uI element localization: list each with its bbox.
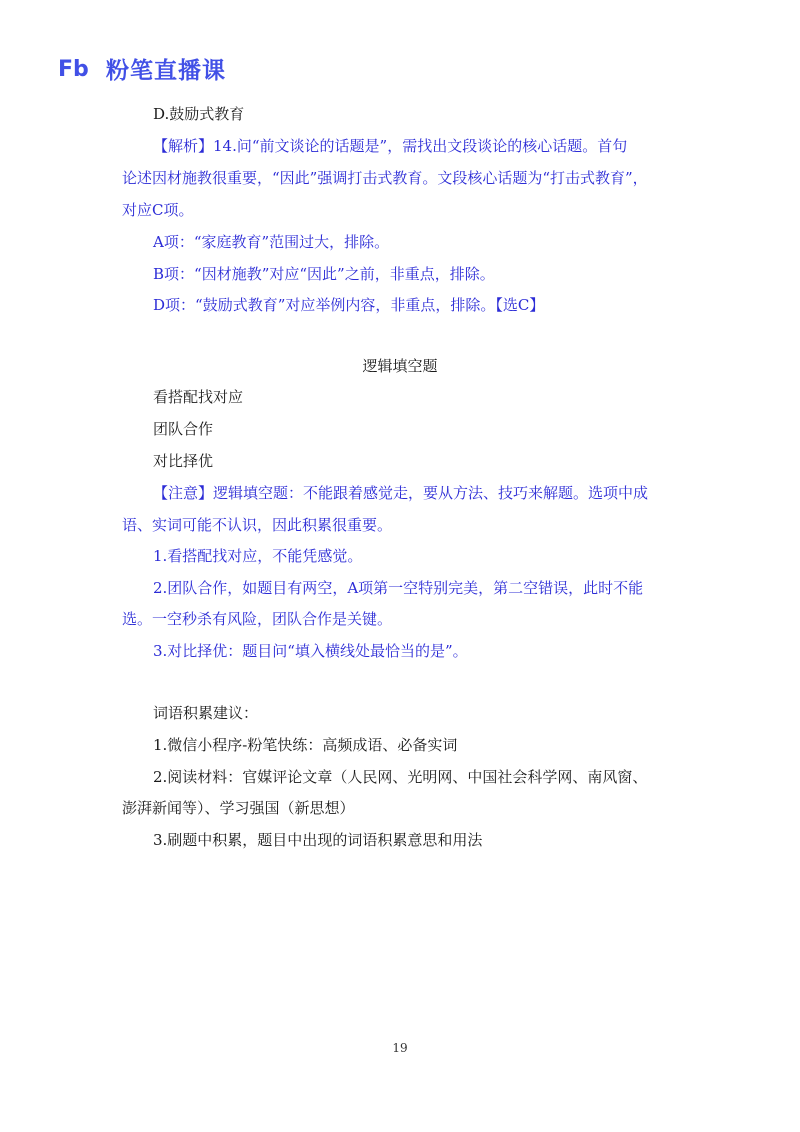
- analysis-item-a: A项：“家庭教育”范围过大，排除。: [153, 233, 390, 251]
- note-line-1: 【注意】逻辑填空题：不能跟着感觉走，要从方法、技巧来解题。选项中成: [153, 484, 649, 502]
- analysis-line-3: 对应C项。: [122, 201, 194, 219]
- section-title: 逻辑填空题: [362, 357, 438, 375]
- note-point-2-line-1: 2.团队合作，如题目有两空，A项第一空特别完美，第二空错误，此时不能: [153, 579, 644, 597]
- page-number: 19: [392, 1041, 408, 1055]
- brand-name: 粉笔直播课: [106, 57, 226, 84]
- tip-item: 团队合作: [153, 420, 214, 438]
- vocab-item-2-line-2: 澎湃新闻等）、学习强国（新思想）: [122, 799, 355, 817]
- tip-item: 对比择优: [153, 452, 214, 470]
- vocab-item-1: 1.微信小程序-粉笔快练：高频成语、必备实词: [153, 736, 458, 754]
- analysis-item-b: B项：“因材施教”对应“因此”之前，非重点，排除。: [153, 265, 495, 283]
- analysis-line-2: 论述因材施教很重要，“因此”强调打击式教育。文段核心话题为“打击式教育”，: [122, 169, 648, 187]
- note-point-2-line-2: 选。一空秒杀有风险，团队合作是关键。: [122, 610, 393, 628]
- svg-text:Fb: Fb: [58, 57, 89, 80]
- analysis-line-1: 【解析】14.问“前文谈论的话题是”，需找出文段谈论的核心话题。首句: [153, 137, 628, 155]
- note-point-1: 1.看搭配找对应，不能凭感觉。: [153, 547, 363, 565]
- note-line-2: 语、实词可能不认识，因此积累很重要。: [122, 516, 393, 534]
- fb-logo-icon: [58, 56, 98, 80]
- analysis-item-d: D项：“鼓励式教育”对应举例内容，非重点，排除。【选C】: [153, 296, 545, 314]
- note-point-3: 3.对比择优：题目问“填入横线处最恰当的是”。: [153, 642, 468, 660]
- tip-item: 看搭配找对应: [153, 388, 244, 406]
- option-d: D.鼓励式教育: [153, 105, 245, 123]
- vocab-item-2-line-1: 2.阅读材料：官媒评论文章（人民网、光明网、中国社会科学网、南风窗、: [153, 768, 648, 786]
- vocab-item-3: 3.刷题中积累，题目中出现的词语积累意思和用法: [153, 831, 483, 849]
- vocab-heading: 词语积累建议：: [153, 704, 259, 722]
- brand-logo: [58, 54, 226, 82]
